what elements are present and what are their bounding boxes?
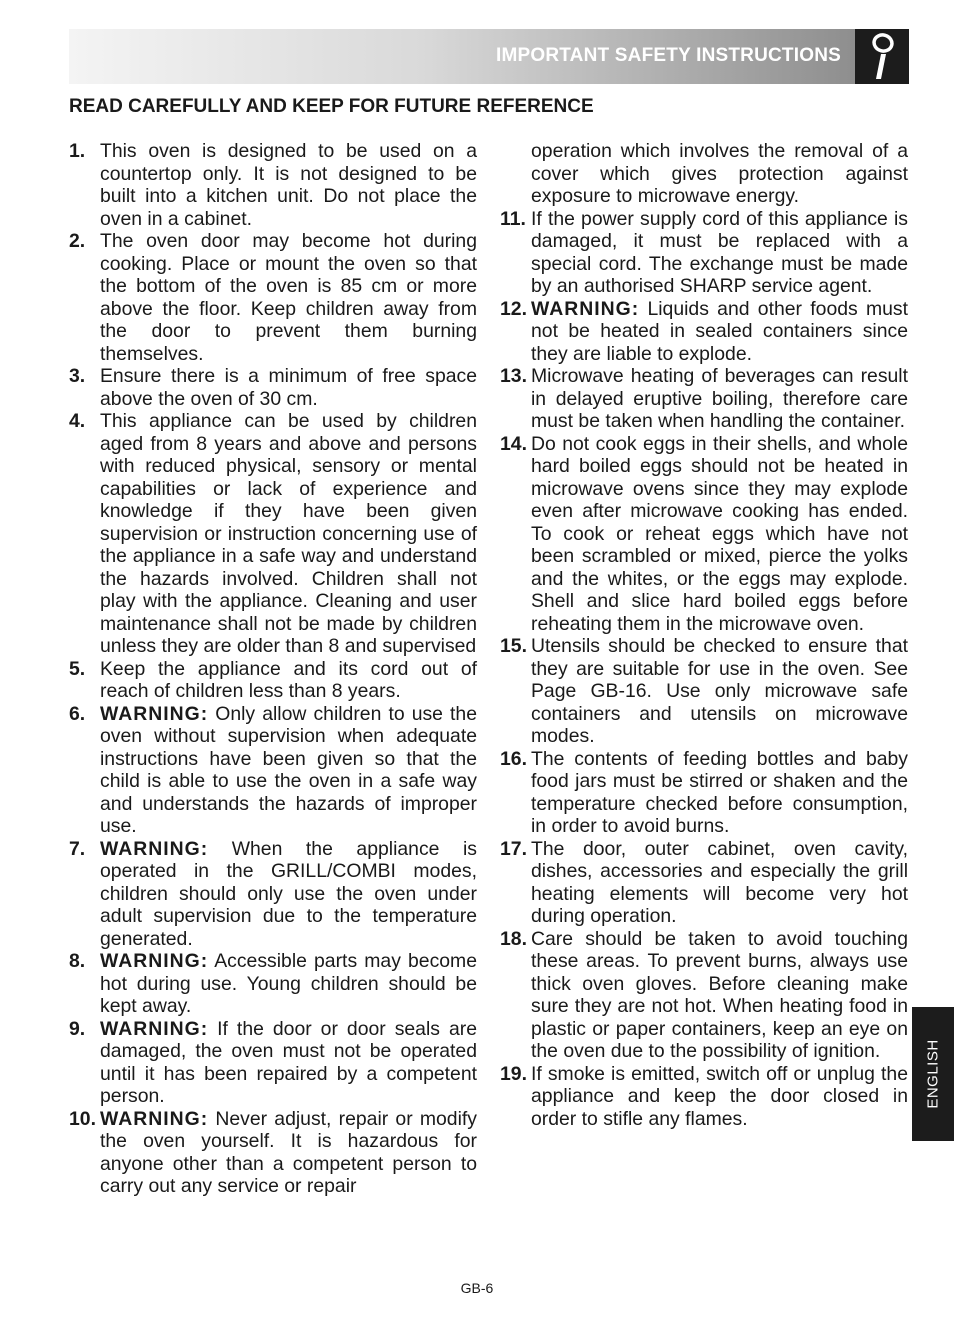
- item-number: 13.: [500, 365, 527, 387]
- item-number: 16.: [500, 747, 527, 770]
- page-number: GB-6: [460, 1280, 494, 1296]
- list-item: [69, 1108, 477, 1198]
- item-text: The door, outer cabinet, oven cavity, dishes, accessories and especially the grill heating elements will become very hot during operation.: [531, 837, 908, 927]
- item-number: 11.: [500, 207, 526, 230]
- list-item: [500, 208, 908, 298]
- item-number: 14.: [500, 432, 527, 455]
- item-number: 6.: [69, 702, 86, 725]
- exclamation-info-icon: [867, 33, 897, 81]
- item-text: Care should be taken to avoid touching these areas. To prevent burns, always use thick oven gloves. Before cleaning make sure they are not hot. When heating food in plastic or paper containers, keep an eye on the oven due to the possibility of ignition.: [531, 927, 908, 1062]
- list-item: [69, 230, 477, 365]
- list-item: [500, 365, 908, 433]
- item-text: If the door or door seals are damaged, the oven must not be operated until it has been repaired by a competent person.: [100, 1017, 477, 1107]
- item-number: 17.: [500, 837, 527, 860]
- item-text: The contents of feeding bottles and baby food jars must be stirred or shaken and the temperature checked before consumption, in order to avoid burns.: [531, 747, 908, 837]
- language-tab: [912, 1007, 954, 1141]
- item-number: 1.: [69, 140, 86, 162]
- item-text: Never adjust, repair or modify the oven yourself. It is hazardous for anyone other than a competent person to carry out any service or repair: [100, 1107, 477, 1197]
- list-item: [500, 635, 908, 748]
- item-number: 3.: [69, 365, 86, 387]
- list-item: [69, 365, 477, 410]
- list-item: [69, 410, 477, 658]
- list-item: [500, 1063, 908, 1131]
- item-number: 2.: [69, 230, 86, 252]
- item-number: 19.: [500, 1062, 527, 1085]
- header-bar: [69, 29, 855, 84]
- continuation-text: operation which involves the removal of a cover which gives protection against exposure to microwave energy.: [531, 140, 908, 207]
- item-text: This appliance can be used by children aged from 8 years and above and persons with reduced physical, sensory or mental capabilities or lack of experience and knowledge if they have been given supervision or instruction concerning use of the appliance in a safe way and understand the hazards involved. Children shall not play with the appliance. Cleaning and user maintenance shall not be made by children unless they are older than 8 and supervised: [100, 410, 477, 657]
- item-number: 18.: [500, 927, 527, 950]
- item-text: If smoke is emitted, switch off or unplug the appliance and keep the door closed in order to stifle any flames.: [531, 1062, 908, 1130]
- list-item: [69, 703, 477, 838]
- item-text: Only allow children to use the oven without supervision when adequate instructions have been given so that the child is able to use the oven in a safe way and understands the hazards of improper use.: [100, 702, 477, 837]
- item-number: 10.: [69, 1107, 96, 1130]
- item-text: When the appliance is operated in the GRILL/COMBI modes, children should only use the oven under adult supervision due to the temperature generated.: [100, 837, 477, 950]
- warning-label: WARNING:: [100, 950, 209, 972]
- warning-label: WARNING:: [100, 702, 209, 725]
- warning-label: WARNING:: [100, 1107, 209, 1130]
- item-number: 12.: [500, 297, 527, 320]
- list-item: [69, 1018, 477, 1108]
- language-tab-label: ENGLISH: [924, 1039, 942, 1109]
- item-text: Do not cook eggs in their shells, and whole hard boiled eggs should not be heated in microwave ovens since they may explode even after microwave cooking has ended. To cook or reheat eggs which have not been scrambled or mixed, pierce the yolks and the whites, or the eggs may explode. Shell and slice hard boiled eggs before reheating them in the microwave oven.: [531, 432, 908, 635]
- item-number: 8.: [69, 950, 86, 972]
- list-item: [500, 838, 908, 928]
- item-number: 4.: [69, 410, 86, 432]
- list-item: [500, 433, 908, 636]
- item-number: 9.: [69, 1017, 86, 1040]
- item-number: 15.: [500, 635, 527, 657]
- list-item: [500, 928, 908, 1063]
- right-column: [500, 140, 908, 1130]
- item-text: Microwave heating of beverages can result in delayed eruptive boiling, therefore care must be taken when handling the container.: [531, 365, 908, 432]
- header-icon-box: [855, 29, 909, 84]
- warning-label: WARNING:: [531, 297, 640, 320]
- page-subtitle: READ CAREFULLY AND KEEP FOR FUTURE REFERENCE: [69, 96, 594, 117]
- item-number: 5.: [69, 657, 86, 680]
- header-title: IMPORTANT SAFETY INSTRUCTIONS: [496, 45, 841, 66]
- item-text: This oven is designed to be used on a countertop only. It is not designed to be built into a kitchen unit. Do not place the oven in a cabinet.: [100, 140, 477, 230]
- item-text: Liquids and other foods must not be heated in sealed containers since they are liable to explode.: [531, 297, 908, 365]
- warning-label: WARNING:: [100, 837, 209, 860]
- list-item: [500, 298, 908, 366]
- list-item: [69, 950, 477, 1018]
- list-item: [69, 658, 477, 703]
- item-text: Keep the appliance and its cord out of reach of children less than 8 years.: [100, 657, 477, 702]
- item-text: The oven door may become hot during cooking. Place or mount the oven so that the bottom of the oven is 85 cm or more above the floor. Keep children away from the door to prevent them burning themselves.: [100, 230, 477, 365]
- item-text: Accessible parts may become hot during use. Young children should be kept away.: [100, 950, 477, 1017]
- item-number: 7.: [69, 837, 86, 860]
- list-item: [500, 748, 908, 838]
- item-text: Ensure there is a minimum of free space above the oven of 30 cm.: [100, 365, 477, 410]
- item-text: If the power supply cord of this appliance is damaged, it must be replaced with a special cord. The exchange must be made by an authorised SHARP service agent.: [531, 207, 908, 297]
- list-item: [69, 140, 477, 230]
- warning-label: WARNING:: [100, 1017, 209, 1040]
- item-text: Utensils should be checked to ensure that they are suitable for use in the oven. See Page GB-16. Use only microwave safe containers and utensils on microwave modes.: [531, 635, 908, 747]
- list-item: [69, 838, 477, 951]
- left-column: [69, 140, 477, 1198]
